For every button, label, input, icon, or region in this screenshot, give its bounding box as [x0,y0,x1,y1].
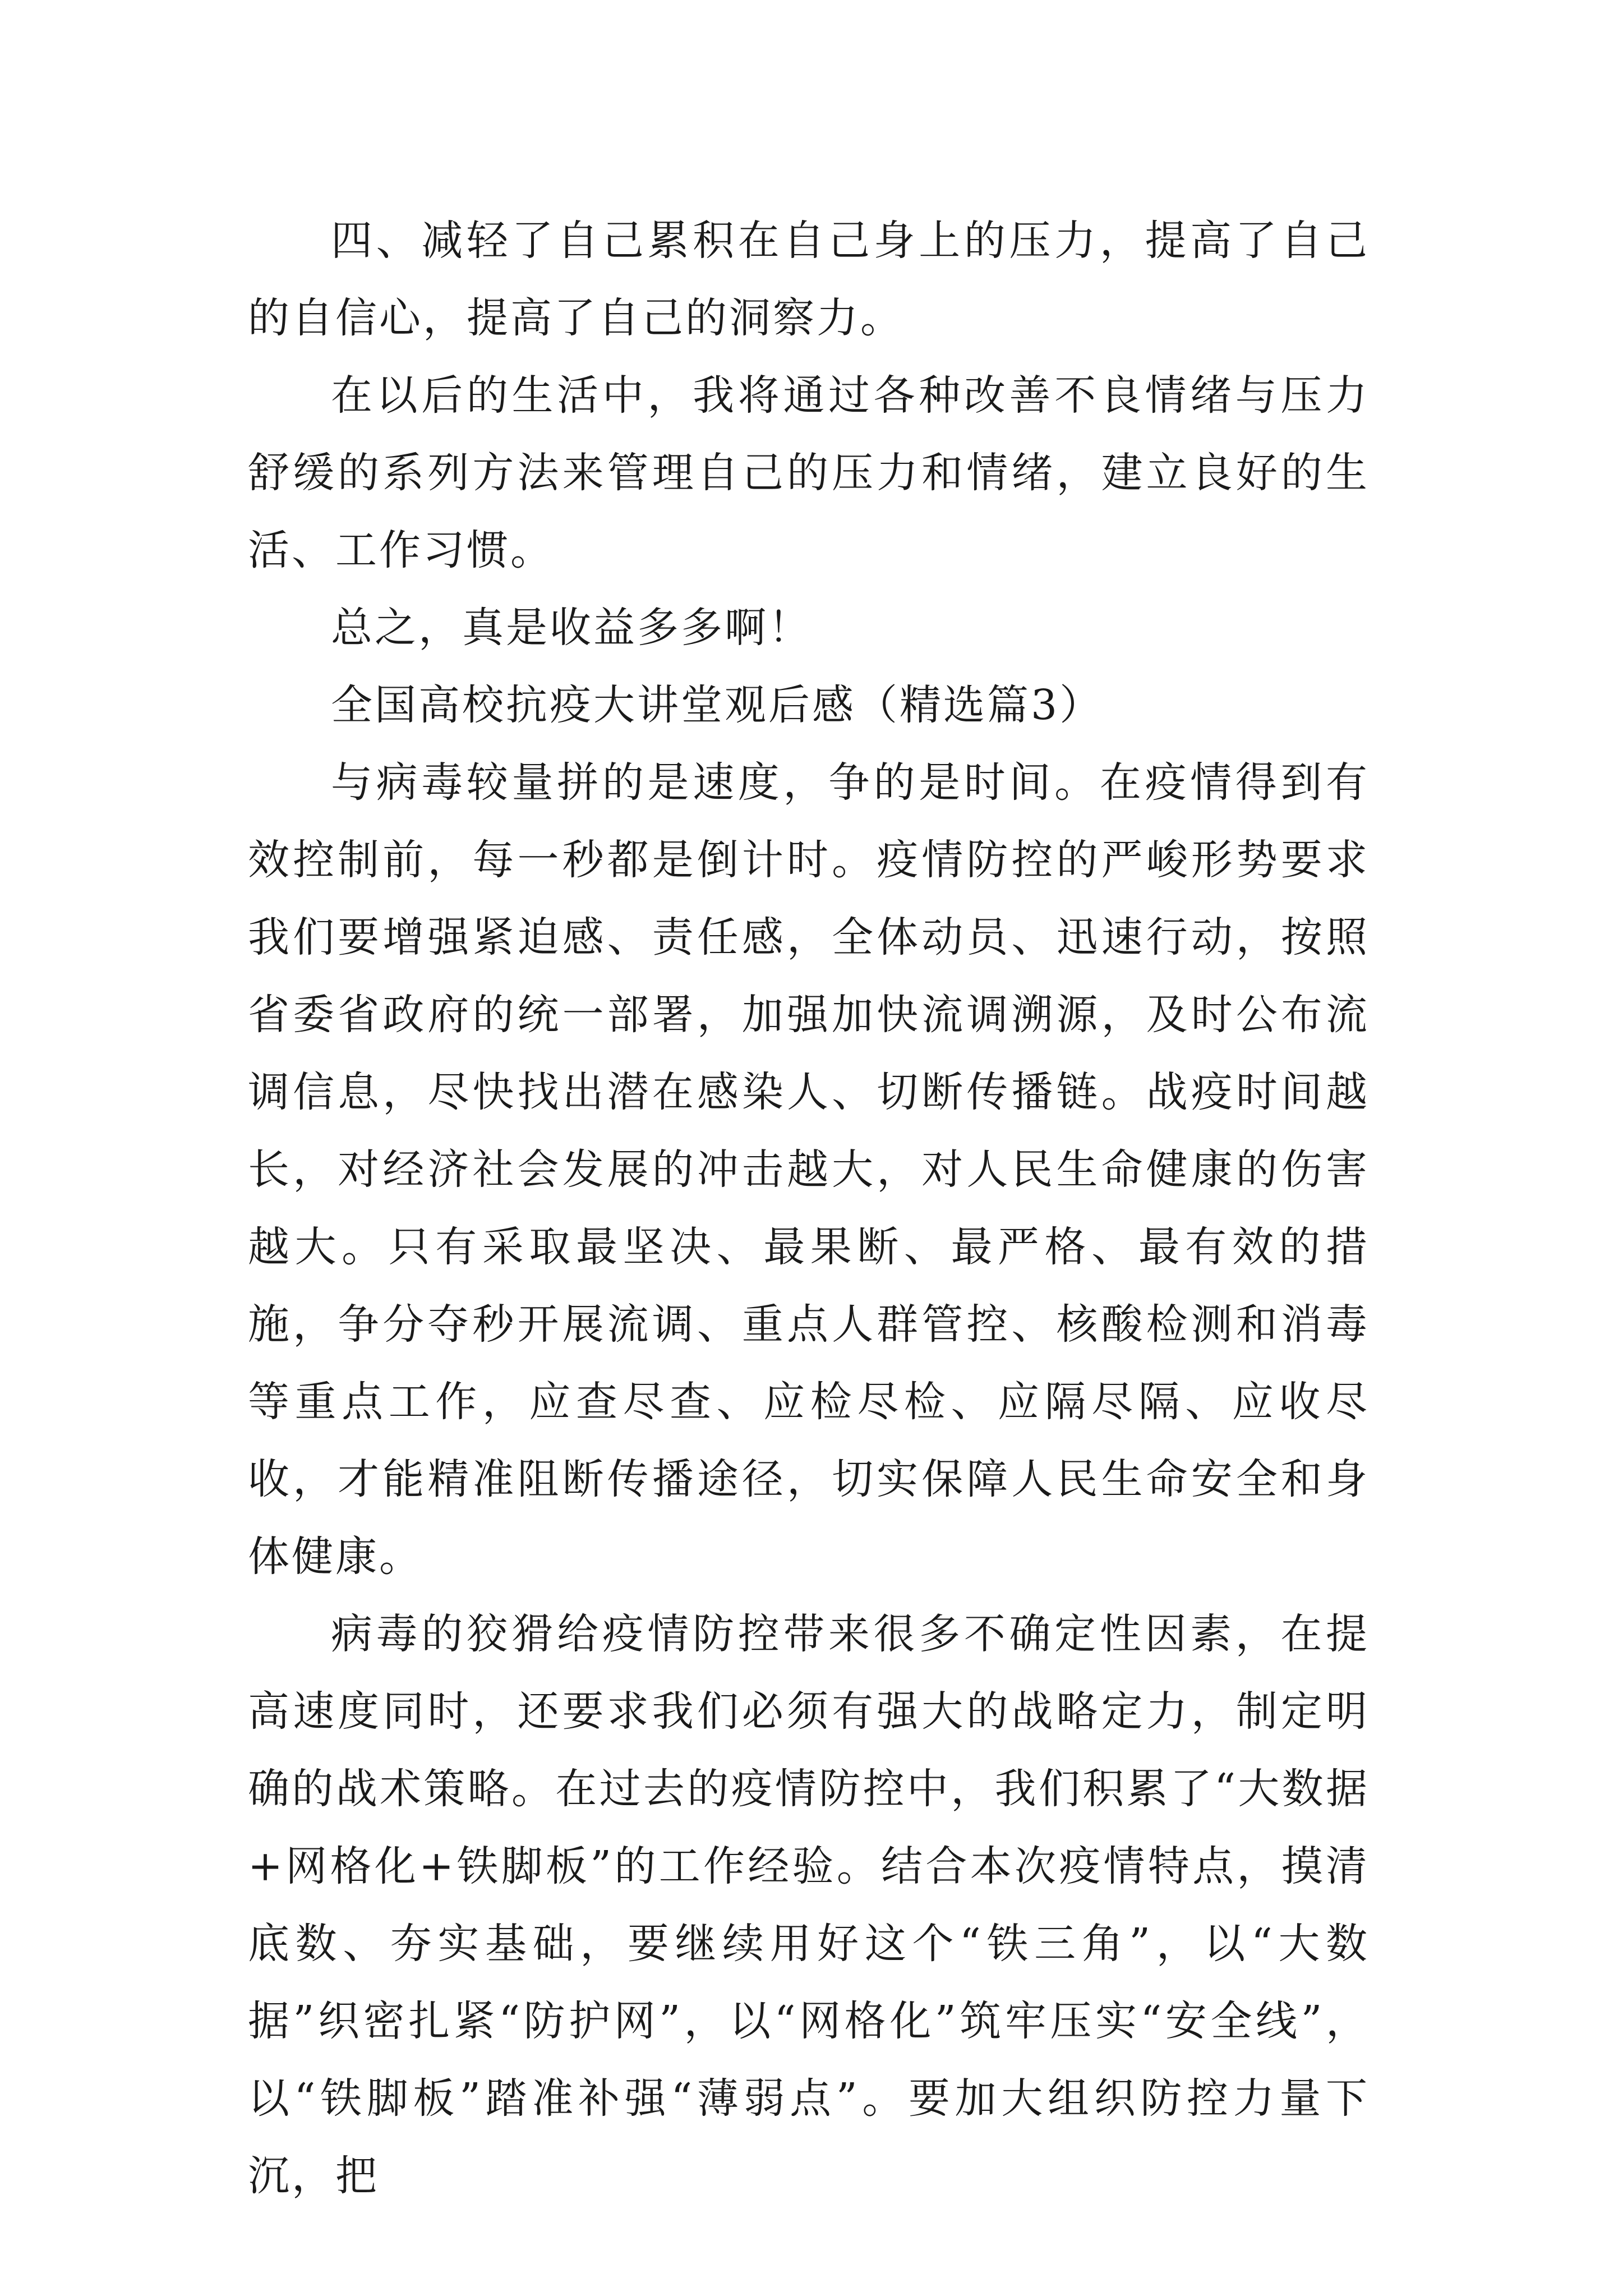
section-heading: 全国高校抗疫大讲堂观后感（精选篇3） [331,681,1104,729]
document-body [248,202,1370,2215]
paragraph-strategy: 病毒的狡猾给疫情防控带来很多不确定性因素，在提高速度同时，还要求我们必须有强大的战略定力，制定明确的战术策略。在过去的疫情防控中，我们积累了“大数据+网格化+铁脚板”的工作经验。结合本次疫情特点，摸清底数、夯实基础，要继续用好这个“铁三角”，以“大数据”织密扎紧“防护网”，以“网格化”筑牢压实“安全线”，以“铁脚板”踏准补强“薄弱点”。要加大组织防控力量下沉，把 [248,1610,1370,2200]
paragraph-conclusion: 总之，真是收益多多啊！ [331,604,812,652]
paragraph-future-plan: 在以后的生活中，我将通过各种改善不良情绪与压力舒缓的系列方法来管理自己的压力和情绪，建立良好的生活、工作习惯。 [248,371,1370,574]
paragraph-summary-point-four: 四、减轻了自己累积在自己身上的压力，提高了自己的自信心，提高了自己的洞察力。 [248,217,1370,342]
paragraph-speed: 与病毒较量拼的是速度，争的是时间。在疫情得到有效控制前，每一秒都是倒计时。疫情防控的严峻形势要求我们要增强紧迫感、责任感，全体动员、迅速行动，按照省委省政府的统一部署，加强加快流调溯源，及时公布流调信息，尽快找出潜在感染人、切断传播链。战疫时间越长，对经济社会发展的冲击越大，对人民生命健康的伤害越大。只有采取最坚决、最果断、最严格、最有效的措施，争分夺秒开展流调、重点人群管控、核酸检测和消毒等重点工作，应查尽查、应检尽检、应隔尽隔、应收尽收，才能精准阻断传播途径，切实保障人民生命安全和身体健康。 [248,758,1370,1581]
